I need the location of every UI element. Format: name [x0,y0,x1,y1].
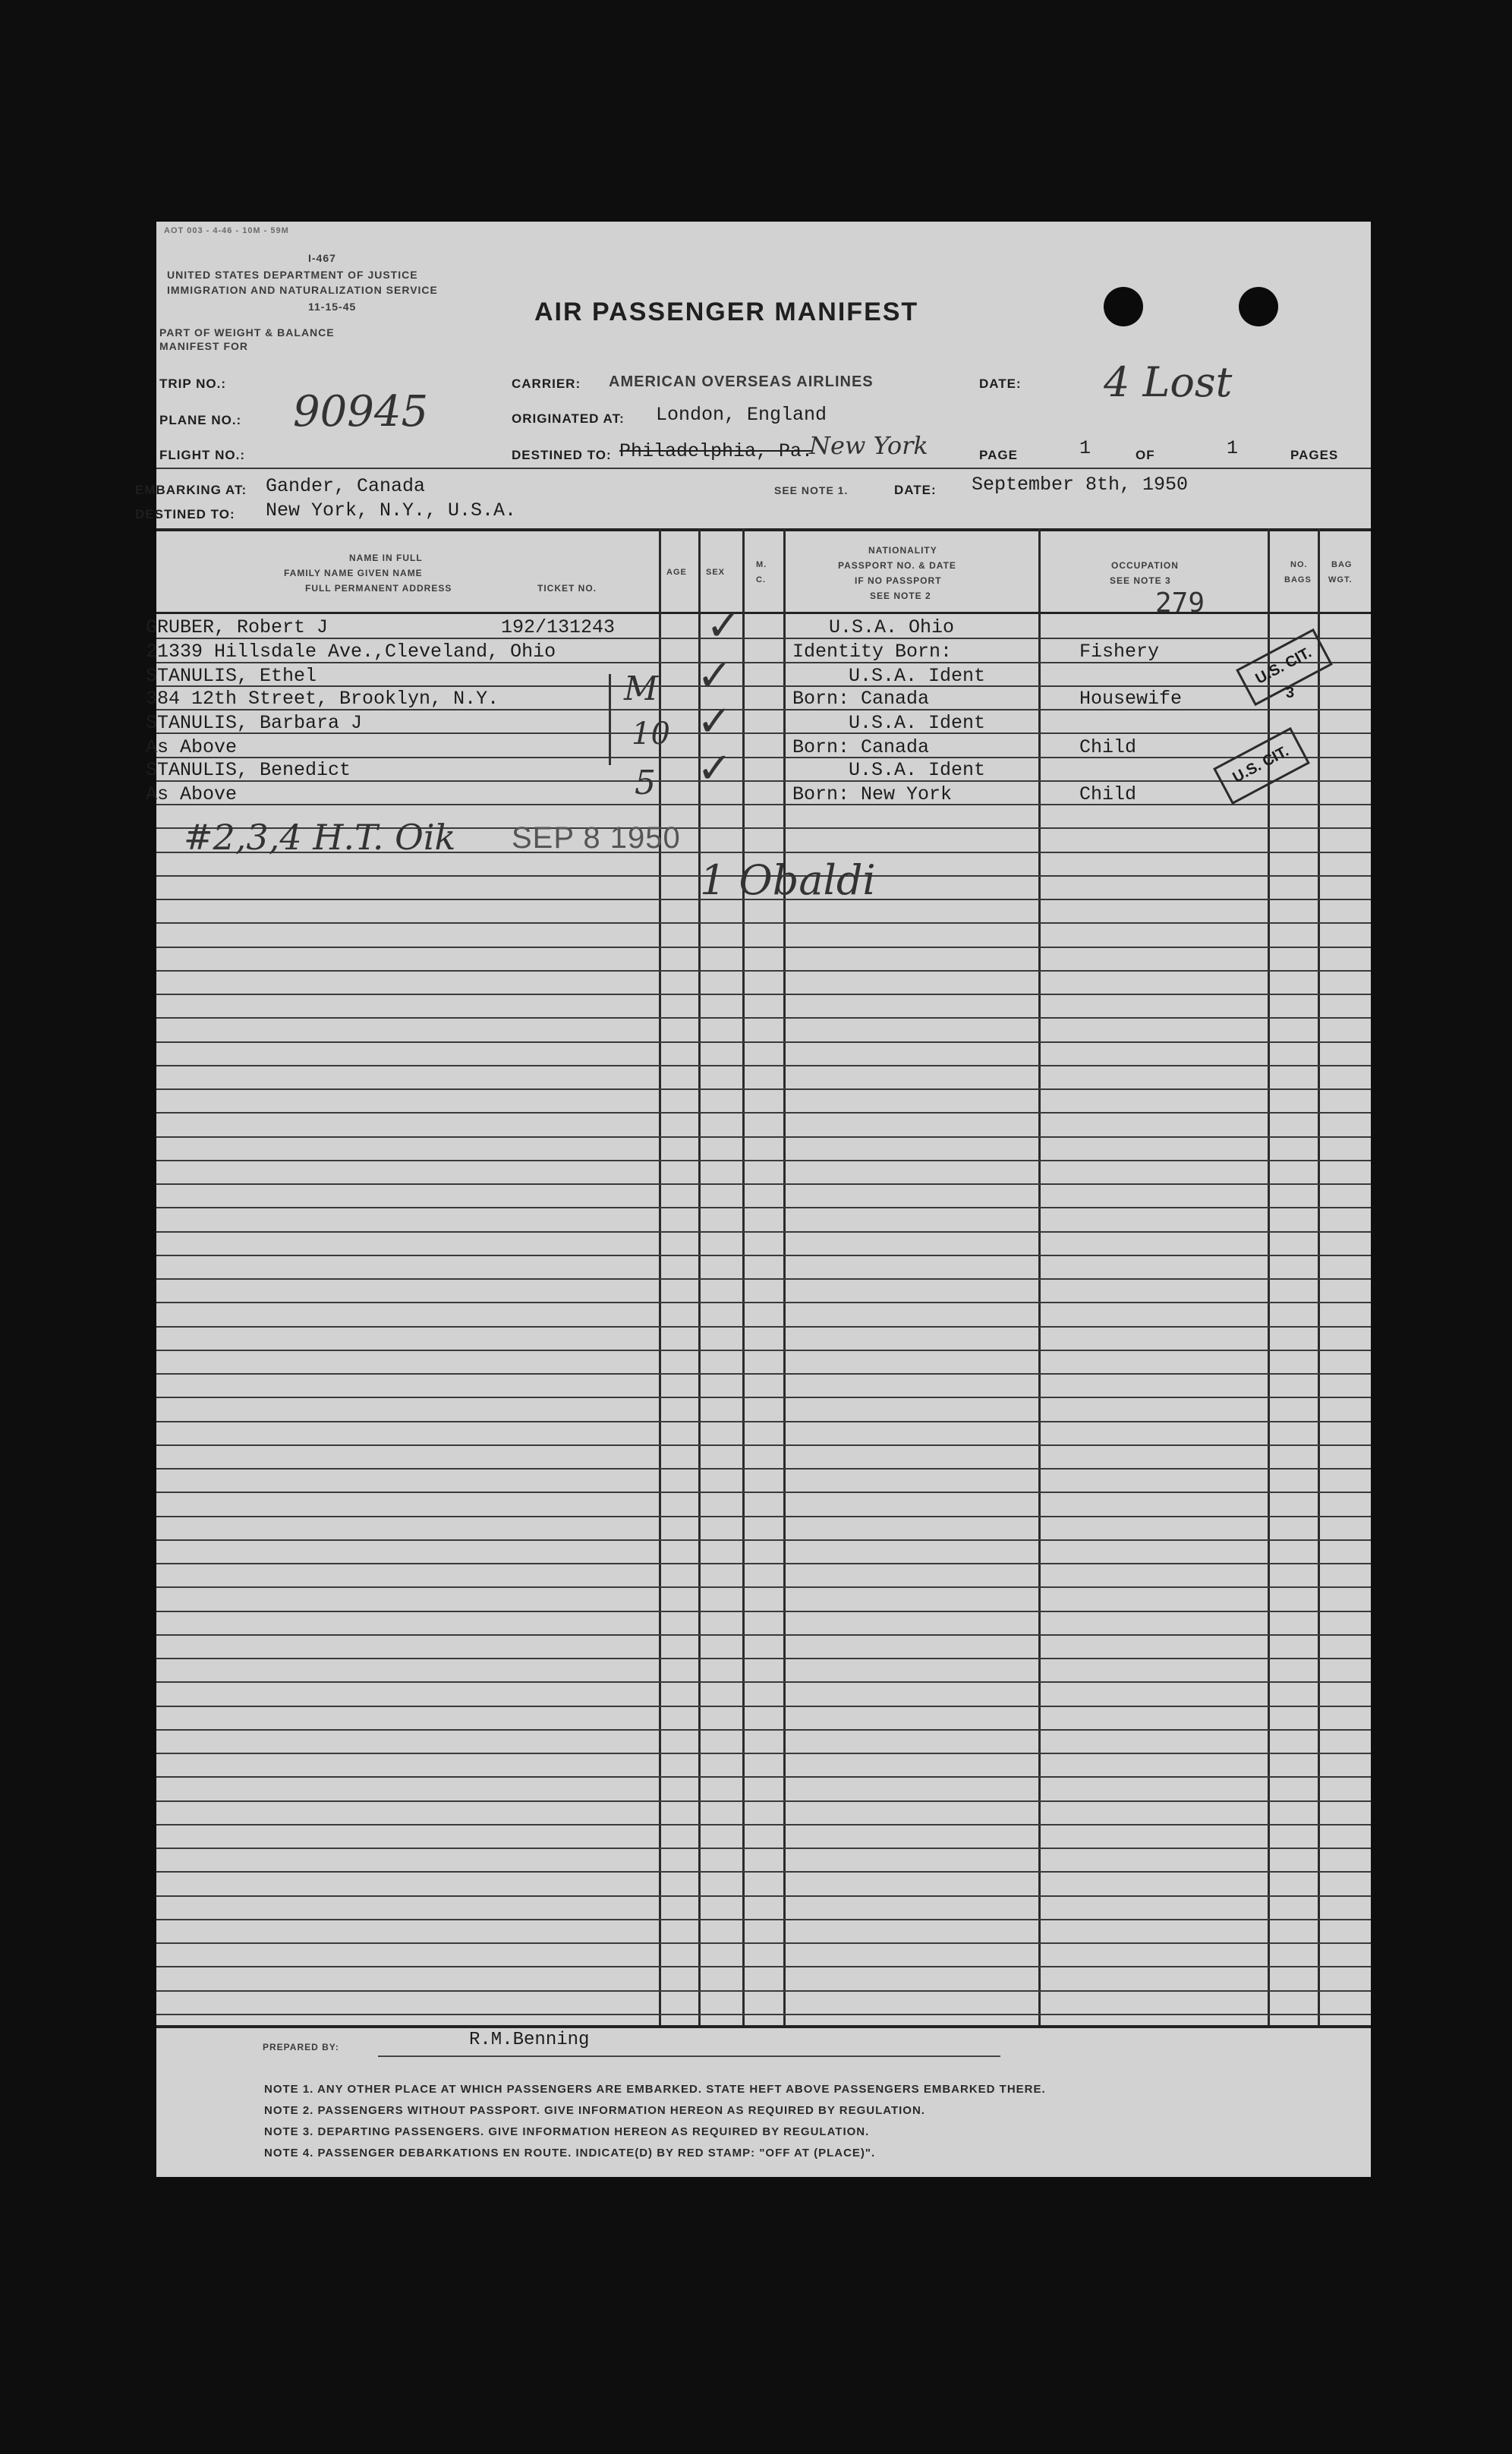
form-date-code: 11-15-45 [308,301,357,313]
table-row-rule [156,1017,1371,1019]
destined-label: DESTINED TO: [512,448,612,462]
inspection-annotation: #2,3,4 H.T. Oik [184,817,456,858]
of-value: 1 [1227,437,1239,459]
stamp-text: U.S. CIT. [1230,742,1292,786]
table-row-rule [156,1468,1371,1470]
form-title: AIR PASSENGER MANIFEST [534,298,919,326]
table-top-rule [156,528,1371,531]
table-row-rule [156,1824,1371,1826]
destined2-label: DESTINED TO: [135,507,235,521]
passenger-sex-check: ✓ [697,651,732,701]
passenger-sex-check: ✓ [706,601,742,651]
passenger-ticket: 192/131243 [501,616,616,638]
col-nat-l3: IF NO PASSPORT [855,575,942,586]
trip-label: TRIP NO.: [159,376,227,391]
inspector-initials: 1 Obaldi [700,856,876,904]
form-code: AOT 003 - 4-46 - 10M - 59M [164,226,289,235]
date2-label: DATE: [894,483,937,497]
col-mc-l2: C. [756,575,766,584]
passenger-passport: Identity Born: [792,641,953,663]
table-row-rule [156,1776,1371,1778]
family-bracket [609,674,611,765]
col-occ-l2: SEE NOTE 3 [1110,575,1171,586]
table-row-rule [156,922,1371,924]
passenger-occupation: Child [1079,783,1137,805]
date-handwritten: 4 Lost [1104,358,1233,406]
table-row-rule [156,1421,1371,1422]
originated-value: London, England [656,404,827,426]
embarking-label: EMBARKING AT: [135,483,247,497]
table-row-rule [156,1112,1371,1114]
col-name-l2: FAMILY NAME GIVEN NAME [284,568,423,578]
destined-value: Philadelphia, Pa. [619,440,814,462]
passenger-occupation: Housewife [1079,688,1183,710]
see-note: SEE NOTE 1. [774,484,849,496]
prepared-value: R.M.Benning [469,2030,590,2050]
table-row-rule [156,1397,1371,1398]
col-bags-l2: BAGS [1284,575,1312,584]
table-row-rule [156,638,1371,639]
passenger-age: M [624,669,659,708]
col-name-l1: NAME IN FULL [349,553,423,563]
table-row-rule [156,804,1371,805]
passenger-sex-check: ✓ [697,744,732,793]
col-age: AGE [666,568,687,577]
table-row-rule [156,1136,1371,1138]
passenger-nationality: U.S.A. Ident [849,712,986,734]
col-occ-l1: OCCUPATION [1111,560,1179,571]
form-number: I-467 [308,252,336,264]
table-row-rule [156,1611,1371,1612]
col-nat-l1: NATIONALITY [868,545,937,556]
embarking-value: Gander, Canada [266,475,426,497]
prepared-rule [378,2056,1000,2057]
table-row-rule [156,1586,1371,1588]
stamp-number: 3 [1286,685,1295,701]
passenger-address: As Above [146,783,238,805]
table-row-rule [156,1492,1371,1493]
table-row-rule [156,1706,1371,1707]
page-label: PAGE [979,448,1018,462]
us-cit-stamp [1213,727,1310,805]
table-row-rule [156,1444,1371,1446]
originated-label: ORIGINATED AT: [512,411,625,426]
table-row-rule [156,1183,1371,1185]
table-row-rule [156,685,1371,687]
table-row-rule [156,1681,1371,1683]
carrier-label: CARRIER: [512,376,581,391]
note-2: NOTE 2. PASSENGERS WITHOUT PASSPORT. GIVE INFORMATION HEREON AS REQUIRED BY REGULATION. [264,2104,925,2117]
table-row-rule [156,757,1371,758]
table-row-rule [156,1326,1371,1328]
form-part-of: PART OF WEIGHT & BALANCE [159,326,335,339]
occupation-note: 279 [1155,588,1205,619]
table-row-rule [156,1539,1371,1541]
table-row-rule [156,1800,1371,1802]
note-1: NOTE 1. ANY OTHER PLACE AT WHICH PASSENGERS ARE EMBARKED. STATE HEFT ABOVE PASSENGERS EMBARKED THERE. [264,2083,1046,2096]
rule [156,468,1371,469]
form-manifest-for: MANIFEST FOR [159,340,248,352]
plane-value: 90945 [293,387,429,436]
table-row-rule [156,1753,1371,1754]
table-row-rule [156,1942,1371,1944]
plane-label: PLANE NO.: [159,413,242,427]
col-sex: SEX [706,568,726,577]
table-row-rule [156,1895,1371,1897]
col-nat-l4: SEE NOTE 2 [870,591,931,601]
table-row-rule [156,1919,1371,1920]
passenger-passport: Born: Canada [792,688,930,710]
passenger-age: 10 [632,717,670,751]
col-wgt-l1: BAG [1331,560,1353,569]
passenger-passport: Born: Canada [792,736,930,758]
table-row-rule [156,1065,1371,1066]
table-row-rule [156,1231,1371,1233]
passenger-age: 5 [635,764,656,802]
table-row-rule [156,1207,1371,1208]
passenger-name: STANULIS, Barbara J [146,712,363,734]
of-label: OF [1136,448,1155,462]
date-label: DATE: [979,376,1022,391]
passenger-sex-check: ✓ [697,697,732,746]
table-row-rule [156,1563,1371,1564]
table-row-rule [156,1088,1371,1090]
col-ticket: TICKET NO. [537,583,597,594]
passenger-nationality: U.S.A. Ident [849,665,986,687]
prepared-label: PREPARED BY: [263,2042,339,2052]
table-row-rule [156,1729,1371,1731]
flight-label: FLIGHT NO.: [159,448,245,462]
col-mc-l1: M. [756,560,767,569]
passenger-name: STANULIS, Ethel [146,665,317,687]
table-row-rule [156,1041,1371,1043]
table-row-rule [156,1373,1371,1375]
inspection-date-stamp: SEP 8 1950 [512,821,681,855]
table-row-rule [156,1255,1371,1256]
passenger-name: STANULIS, Benedict [146,759,351,781]
manifest-page [135,222,1371,2177]
table-row-rule [156,947,1371,948]
table-row-rule [156,1516,1371,1517]
table-row-rule [156,1658,1371,1659]
table-row-rule [156,1302,1371,1303]
note-4: NOTE 4. PASSENGER DEBARKATIONS EN ROUTE. INDICATE(D) BY RED STAMP: "OFF AT (PLACE)". [264,2147,876,2159]
col-name-l3: FULL PERMANENT ADDRESS [305,583,452,594]
note-3: NOTE 3. DEPARTING PASSENGERS. GIVE INFORMATION HEREON AS REQUIRED BY REGULATION. [264,2125,870,2138]
punch-hole [1104,287,1143,326]
table-row-rule [156,994,1371,995]
passenger-address: As Above [146,736,238,758]
stamp-text: U.S. CIT. [1252,644,1315,688]
table-row-rule [156,1990,1371,1992]
col-bags-l1: NO. [1290,560,1308,569]
table-row-rule [156,2014,1371,2015]
carrier-value: AMERICAN OVERSEAS AIRLINES [609,373,874,390]
passenger-passport: Born: New York [792,783,953,805]
passenger-occupation: Child [1079,736,1137,758]
destined-correction: New York [809,431,928,460]
date2-value: September 8th, 1950 [972,474,1189,496]
table-bottom-rule [156,2025,1371,2028]
table-row-rule [156,1634,1371,1636]
passenger-address: 21339 Hillsdale Ave.,Cleveland, Ohio [146,641,556,663]
passenger-nationality: U.S.A. Ohio [829,616,955,638]
destined2-value: New York, N.Y., U.S.A. [266,499,517,521]
passenger-occupation: Fishery [1079,641,1160,663]
pages-label: PAGES [1290,448,1339,462]
form-department: UNITED STATES DEPARTMENT OF JUSTICE [167,269,418,281]
passenger-address: 384 12th Street, Brooklyn, N.Y. [146,688,499,710]
table-row-rule [156,1278,1371,1280]
page-value: 1 [1079,437,1091,459]
table-row-rule [156,970,1371,972]
passenger-name: GRUBER, Robert J [146,616,329,638]
table-row-rule [156,1871,1371,1873]
form-service: IMMIGRATION AND NATURALIZATION SERVICE [167,284,438,296]
table-row-rule [156,1350,1371,1351]
punch-hole [1239,287,1278,326]
table-row-rule [156,1160,1371,1161]
col-nat-l2: PASSPORT NO. & DATE [838,560,956,571]
passenger-nationality: U.S.A. Ident [849,759,986,781]
col-wgt-l2: WGT. [1328,575,1353,584]
table-row-rule [156,1966,1371,1967]
table-row-rule [156,1848,1371,1849]
